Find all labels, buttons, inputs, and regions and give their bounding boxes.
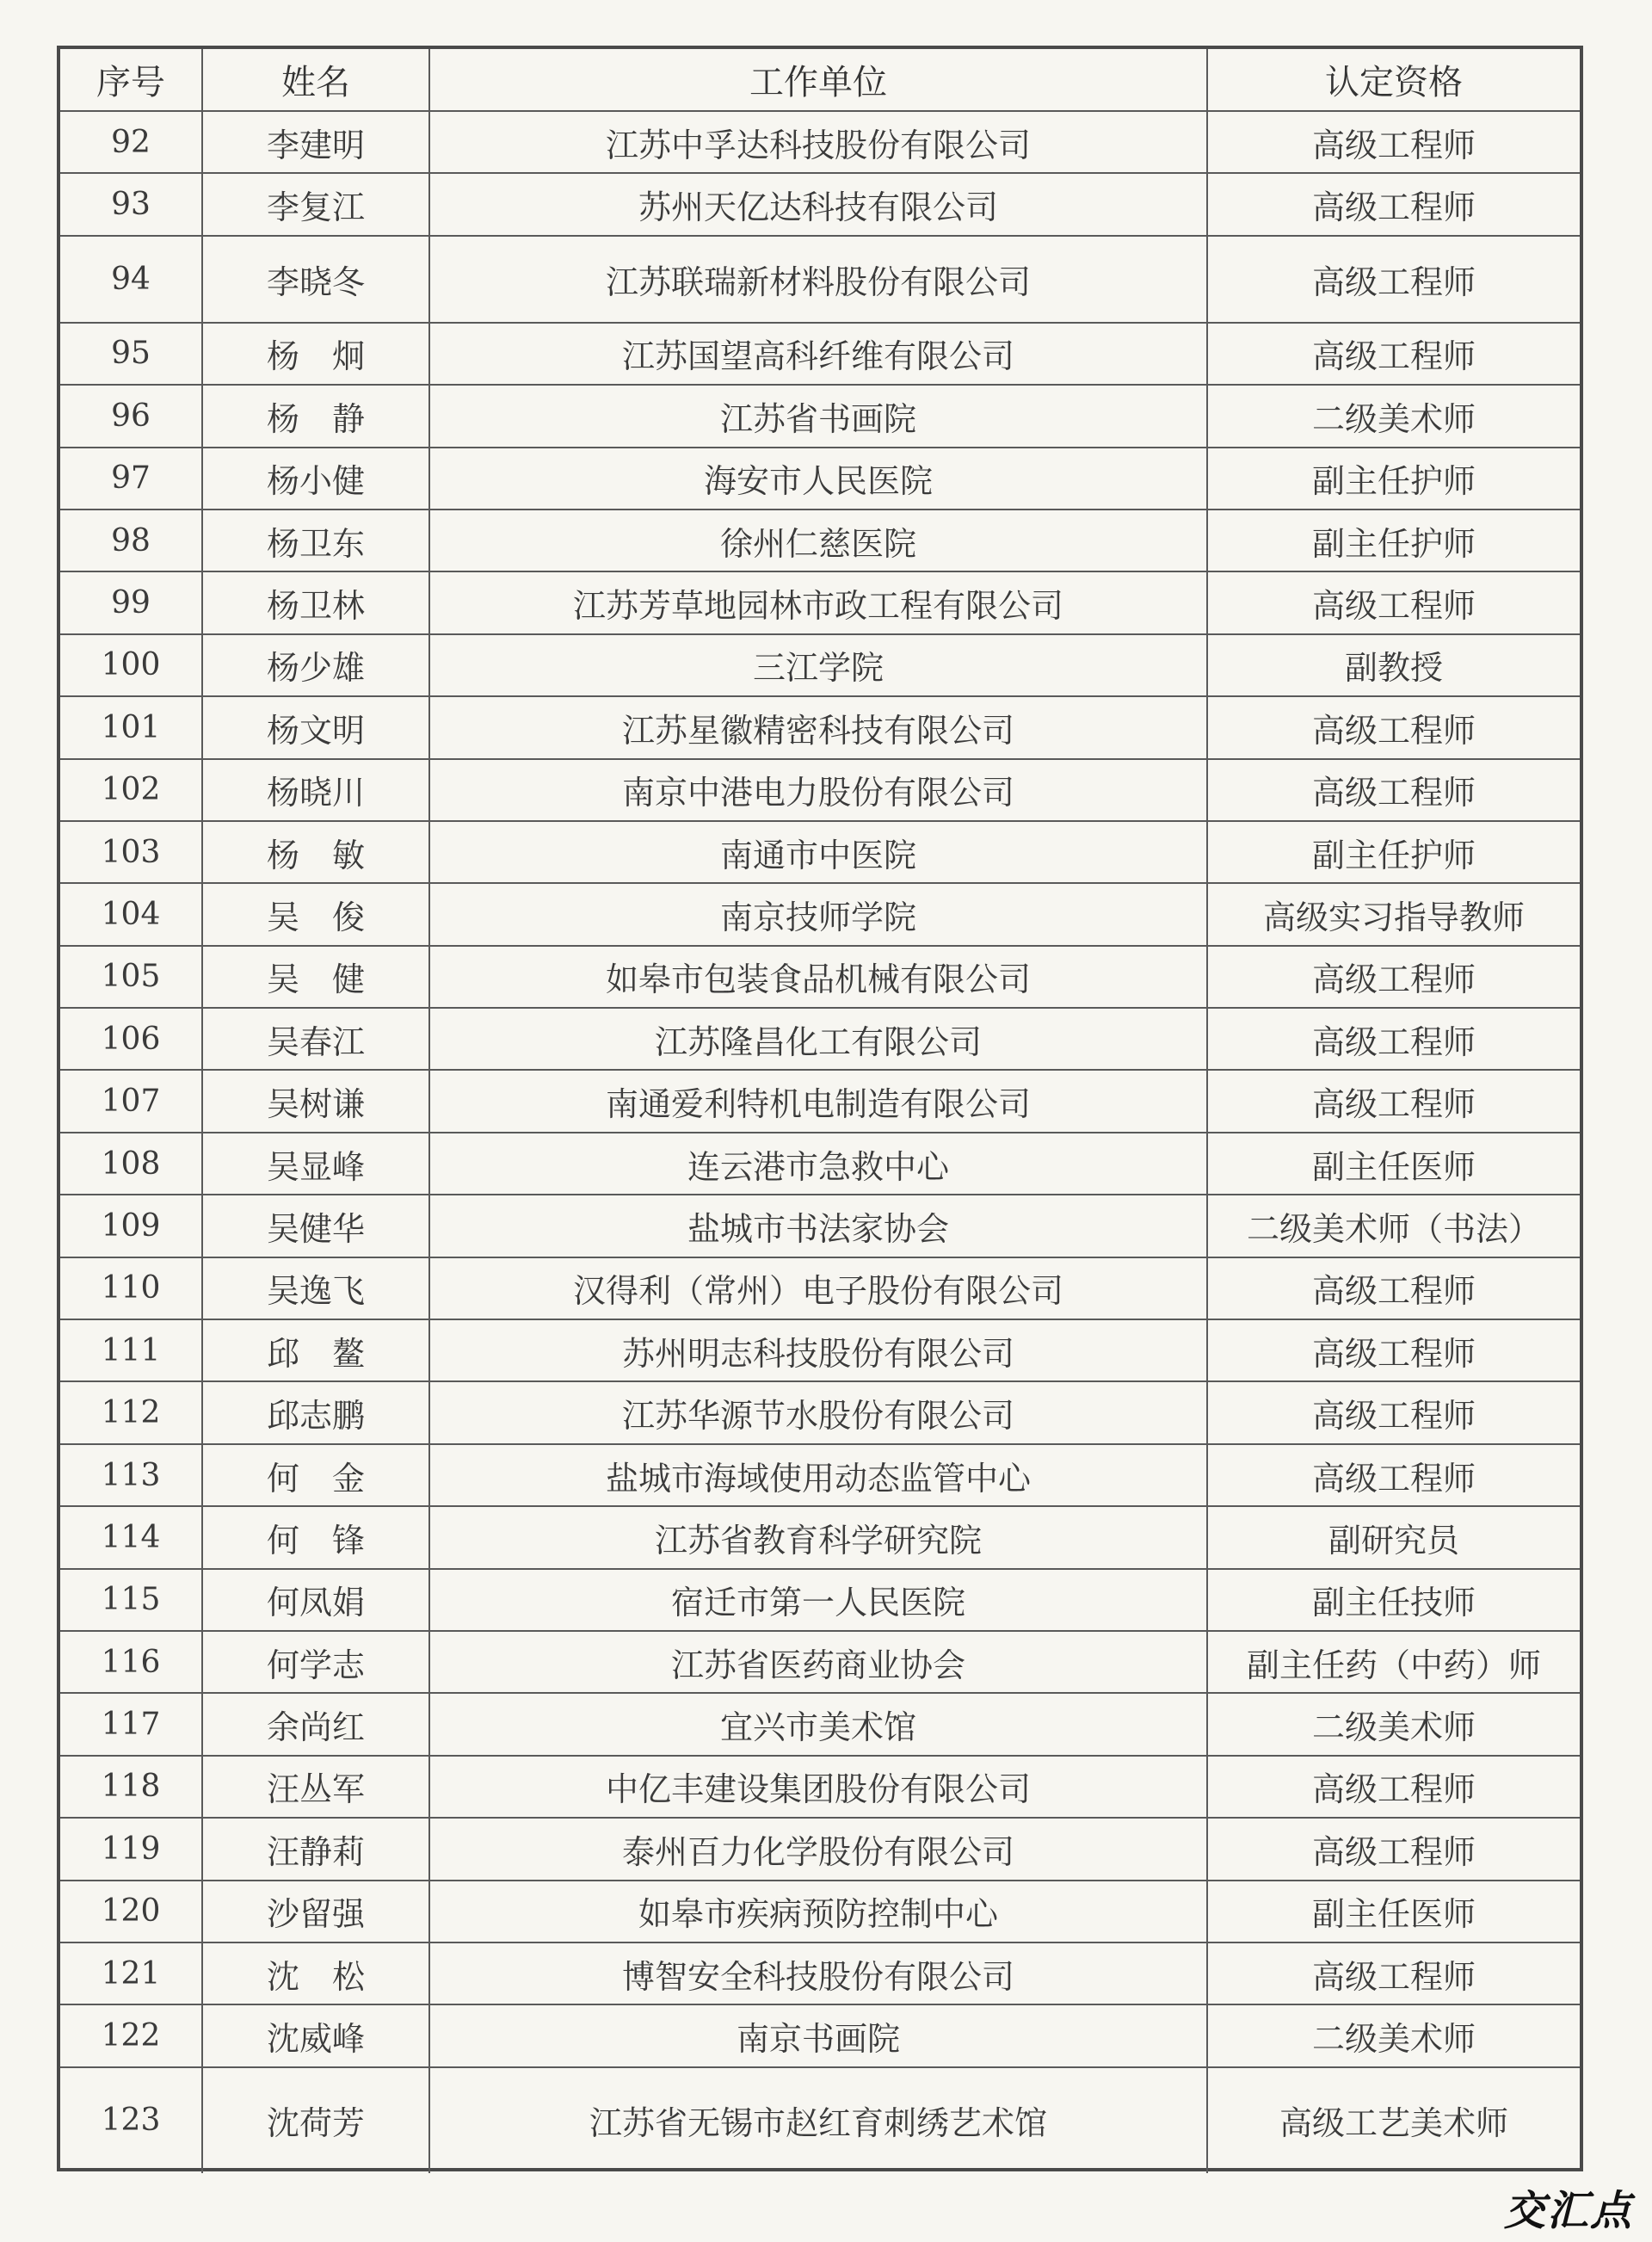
watermark-logo: 交汇点: [1503, 2187, 1633, 2235]
table-row: [60, 2068, 1580, 2173]
cell-name: 邱 鳌: [203, 1320, 430, 1380]
cell-workplace: 南京书画院: [430, 2005, 1208, 2066]
header-workplace: 工作单位: [430, 49, 1208, 110]
table-row: [60, 1881, 1580, 1943]
cell-qualification: 高级实习指导教师: [1262, 898, 1525, 936]
table-row: [60, 1195, 1580, 1257]
cell-serial: 101: [60, 697, 203, 757]
table-row: [60, 1632, 1580, 1694]
cell-name: 吴 俊: [203, 884, 430, 944]
cell-qualification: 副主任技师: [1311, 1584, 1476, 1622]
cell-serial: 97: [60, 448, 203, 509]
cell-serial: 118: [60, 1757, 203, 1817]
table-row: [60, 1943, 1580, 2005]
cell-serial: 98: [60, 510, 203, 571]
table-row: [60, 822, 1580, 884]
cell-serial: 110: [60, 1258, 203, 1319]
cell-qualification: 副研究员: [1328, 1521, 1459, 1560]
table-row: [60, 1507, 1580, 1569]
cell-serial: 102: [60, 760, 203, 820]
cell-name: 何凤娟: [203, 1570, 430, 1630]
table-row: [60, 1382, 1580, 1444]
cell-name: 李复江: [203, 174, 430, 234]
cell-serial: 107: [60, 1071, 203, 1131]
cell-serial: 115: [60, 1570, 203, 1630]
cell-name: 杨少雄: [203, 635, 430, 695]
cell-workplace: 江苏隆昌化工有限公司: [430, 1009, 1208, 1069]
table-row: [60, 1445, 1580, 1507]
cell-workplace: 江苏华源节水股份有限公司: [430, 1382, 1208, 1442]
table-row: [60, 1694, 1580, 1756]
cell-serial: 105: [60, 947, 203, 1007]
cell-name: 吴 健: [203, 947, 430, 1007]
cell-qualification: 高级工程师: [1311, 1832, 1476, 1871]
table-row: [60, 697, 1580, 759]
cell-name: 吴树谦: [203, 1071, 430, 1131]
cell-workplace: 汉得利（常州）电子股份有限公司: [430, 1258, 1208, 1319]
cell-workplace: 苏州天亿达科技有限公司: [430, 174, 1208, 234]
cell-serial: 96: [60, 386, 203, 446]
table-row: [60, 2005, 1580, 2067]
table-header-row: [60, 49, 1580, 112]
cell-qualification: 高级工程师: [1311, 1397, 1476, 1436]
cell-qualification: 高级工程师: [1311, 1334, 1476, 1373]
cell-name: 汪静莉: [203, 1819, 430, 1879]
cell-qualification: 二级美术师: [1311, 1708, 1476, 1747]
cell-name: 李晓冬: [203, 237, 430, 322]
cell-name: 何学志: [203, 1632, 430, 1692]
table-row: [60, 386, 1580, 448]
cell-name: 杨小健: [203, 448, 430, 509]
cell-workplace: 南通市中医院: [430, 822, 1208, 882]
cell-qualification: 二级美术师: [1311, 399, 1476, 438]
header-serial: 序号: [60, 49, 203, 110]
cell-workplace: 中亿丰建设集团股份有限公司: [430, 1757, 1208, 1817]
cell-serial: 117: [60, 1694, 203, 1754]
cell-name: 沈威峰: [203, 2005, 430, 2066]
cell-workplace: 如皋市疾病预防控制中心: [430, 1881, 1208, 1942]
cell-workplace: 盐城市海域使用动态监管中心: [430, 1445, 1208, 1505]
header-qualification: 认定资格: [1325, 63, 1463, 102]
cell-qualification: 高级工程师: [1311, 587, 1476, 626]
cell-serial: 116: [60, 1632, 203, 1692]
cell-name: 汪丛军: [203, 1757, 430, 1817]
cell-workplace: 徐州仁慈医院: [430, 510, 1208, 571]
cell-serial: 100: [60, 635, 203, 695]
cell-qualification: 副教授: [1344, 649, 1443, 688]
cell-name: 杨文明: [203, 697, 430, 757]
cell-workplace: 如皋市包装食品机械有限公司: [430, 947, 1208, 1007]
cell-serial: 93: [60, 174, 203, 234]
table-row: [60, 1819, 1580, 1881]
cell-qualification: 副主任医师: [1311, 1147, 1476, 1186]
cell-workplace: 海安市人民医院: [430, 448, 1208, 509]
cell-qualification: 高级工程师: [1311, 960, 1476, 999]
cell-serial: 94: [60, 237, 203, 322]
cell-serial: 108: [60, 1133, 203, 1194]
cell-workplace: 江苏省医药商业协会: [430, 1632, 1208, 1692]
cell-qualification: 二级美术师: [1311, 2020, 1476, 2059]
cell-serial: 95: [60, 324, 203, 384]
cell-qualification: 高级工程师: [1311, 1957, 1476, 1996]
table-body: [60, 112, 1580, 2173]
cell-workplace: 宜兴市美术馆: [430, 1694, 1208, 1754]
cell-workplace: 三江学院: [430, 635, 1208, 695]
cell-qualification: 高级工程师: [1311, 1459, 1476, 1498]
cell-serial: 112: [60, 1382, 203, 1442]
cell-name: 李建明: [203, 112, 430, 172]
cell-serial: 123: [60, 2068, 203, 2173]
cell-workplace: 江苏芳草地园林市政工程有限公司: [430, 572, 1208, 633]
cell-workplace: 江苏省无锡市赵红育刺绣艺术馆: [430, 2068, 1208, 2173]
cell-qualification: 高级工程师: [1311, 774, 1476, 812]
cell-workplace: 博智安全科技股份有限公司: [430, 1943, 1208, 2004]
table-row: [60, 510, 1580, 572]
cell-name: 何 金: [203, 1445, 430, 1505]
cell-qualification: 副主任药（中药）师: [1246, 1646, 1541, 1684]
cell-qualification: 高级工艺美术师: [1279, 2104, 1508, 2143]
table-row: [60, 1071, 1580, 1133]
cell-serial: 109: [60, 1195, 203, 1256]
cell-qualification: 高级工程师: [1311, 711, 1476, 750]
cell-serial: 114: [60, 1507, 203, 1567]
table-row: [60, 635, 1580, 697]
cell-name: 沈荷芳: [203, 2068, 430, 2173]
header-name: 姓名: [203, 49, 430, 110]
cell-name: 杨 静: [203, 386, 430, 446]
cell-name: 沙留强: [203, 1881, 430, 1942]
cell-name: 杨卫林: [203, 572, 430, 633]
table-row: [60, 1009, 1580, 1071]
cell-qualification: 副主任护师: [1311, 462, 1476, 501]
cell-serial: 99: [60, 572, 203, 633]
cell-qualification: 高级工程师: [1311, 1272, 1476, 1311]
table-row: [60, 572, 1580, 634]
cell-name: 吴逸飞: [203, 1258, 430, 1319]
cell-workplace: 江苏省书画院: [430, 386, 1208, 446]
cell-qualification: 副主任护师: [1311, 836, 1476, 874]
table-row: [60, 112, 1580, 174]
cell-serial: 106: [60, 1009, 203, 1069]
table-row: [60, 237, 1580, 324]
cell-qualification: 高级工程师: [1311, 1770, 1476, 1809]
cell-serial: 121: [60, 1943, 203, 2004]
cell-serial: 104: [60, 884, 203, 944]
cell-name: 杨卫东: [203, 510, 430, 571]
cell-name: 吴显峰: [203, 1133, 430, 1194]
table-row: [60, 324, 1580, 386]
cell-workplace: 江苏国望高科纤维有限公司: [430, 324, 1208, 384]
cell-workplace: 盐城市书法家协会: [430, 1195, 1208, 1256]
cell-workplace: 连云港市急救中心: [430, 1133, 1208, 1194]
cell-name: 杨 敏: [203, 822, 430, 882]
cell-qualification: 高级工程师: [1311, 1022, 1476, 1061]
table-row: [60, 1320, 1580, 1382]
cell-qualification: 高级工程师: [1311, 1085, 1476, 1124]
cell-workplace: 江苏省教育科学研究院: [430, 1507, 1208, 1567]
cell-name: 吴健华: [203, 1195, 430, 1256]
cell-workplace: 南通爱利特机电制造有限公司: [430, 1071, 1208, 1131]
cell-name: 邱志鹏: [203, 1382, 430, 1442]
cell-serial: 122: [60, 2005, 203, 2066]
table-row: [60, 1133, 1580, 1195]
table-row: [60, 1570, 1580, 1632]
cell-serial: 113: [60, 1445, 203, 1505]
cell-workplace: 江苏中孚达科技股份有限公司: [430, 112, 1208, 172]
cell-name: 余尚红: [203, 1694, 430, 1754]
cell-workplace: 南京技师学院: [430, 884, 1208, 944]
cell-workplace: 苏州明志科技股份有限公司: [430, 1320, 1208, 1380]
cell-workplace: 江苏星徽精密科技有限公司: [430, 697, 1208, 757]
cell-name: 杨 炯: [203, 324, 430, 384]
cell-serial: 111: [60, 1320, 203, 1380]
cell-qualification: 高级工程师: [1311, 188, 1476, 227]
cell-qualification: 高级工程师: [1311, 126, 1476, 164]
qualification-table: [57, 46, 1583, 2171]
cell-workplace: 江苏联瑞新材料股份有限公司: [430, 237, 1208, 322]
table-row: [60, 174, 1580, 236]
cell-name: 何 锋: [203, 1507, 430, 1567]
cell-qualification: 副主任护师: [1311, 524, 1476, 563]
cell-serial: 103: [60, 822, 203, 882]
cell-workplace: 宿迁市第一人民医院: [430, 1570, 1208, 1630]
table-row: [60, 448, 1580, 510]
cell-serial: 92: [60, 112, 203, 172]
table-row: [60, 760, 1580, 822]
table-row: [60, 1258, 1580, 1320]
cell-serial: 119: [60, 1819, 203, 1879]
cell-name: 沈 松: [203, 1943, 430, 2004]
cell-name: 吴春江: [203, 1009, 430, 1069]
table-row: [60, 1757, 1580, 1819]
cell-serial: 120: [60, 1881, 203, 1942]
cell-workplace: 南京中港电力股份有限公司: [430, 760, 1208, 820]
table-row: [60, 947, 1580, 1009]
cell-qualification: 高级工程师: [1311, 262, 1476, 301]
cell-qualification: 副主任医师: [1311, 1895, 1476, 1934]
table-row: [60, 884, 1580, 946]
cell-name: 杨晓川: [203, 760, 430, 820]
cell-qualification: 二级美术师（书法）: [1246, 1209, 1541, 1248]
cell-qualification: 高级工程师: [1311, 337, 1476, 376]
cell-workplace: 泰州百力化学股份有限公司: [430, 1819, 1208, 1879]
